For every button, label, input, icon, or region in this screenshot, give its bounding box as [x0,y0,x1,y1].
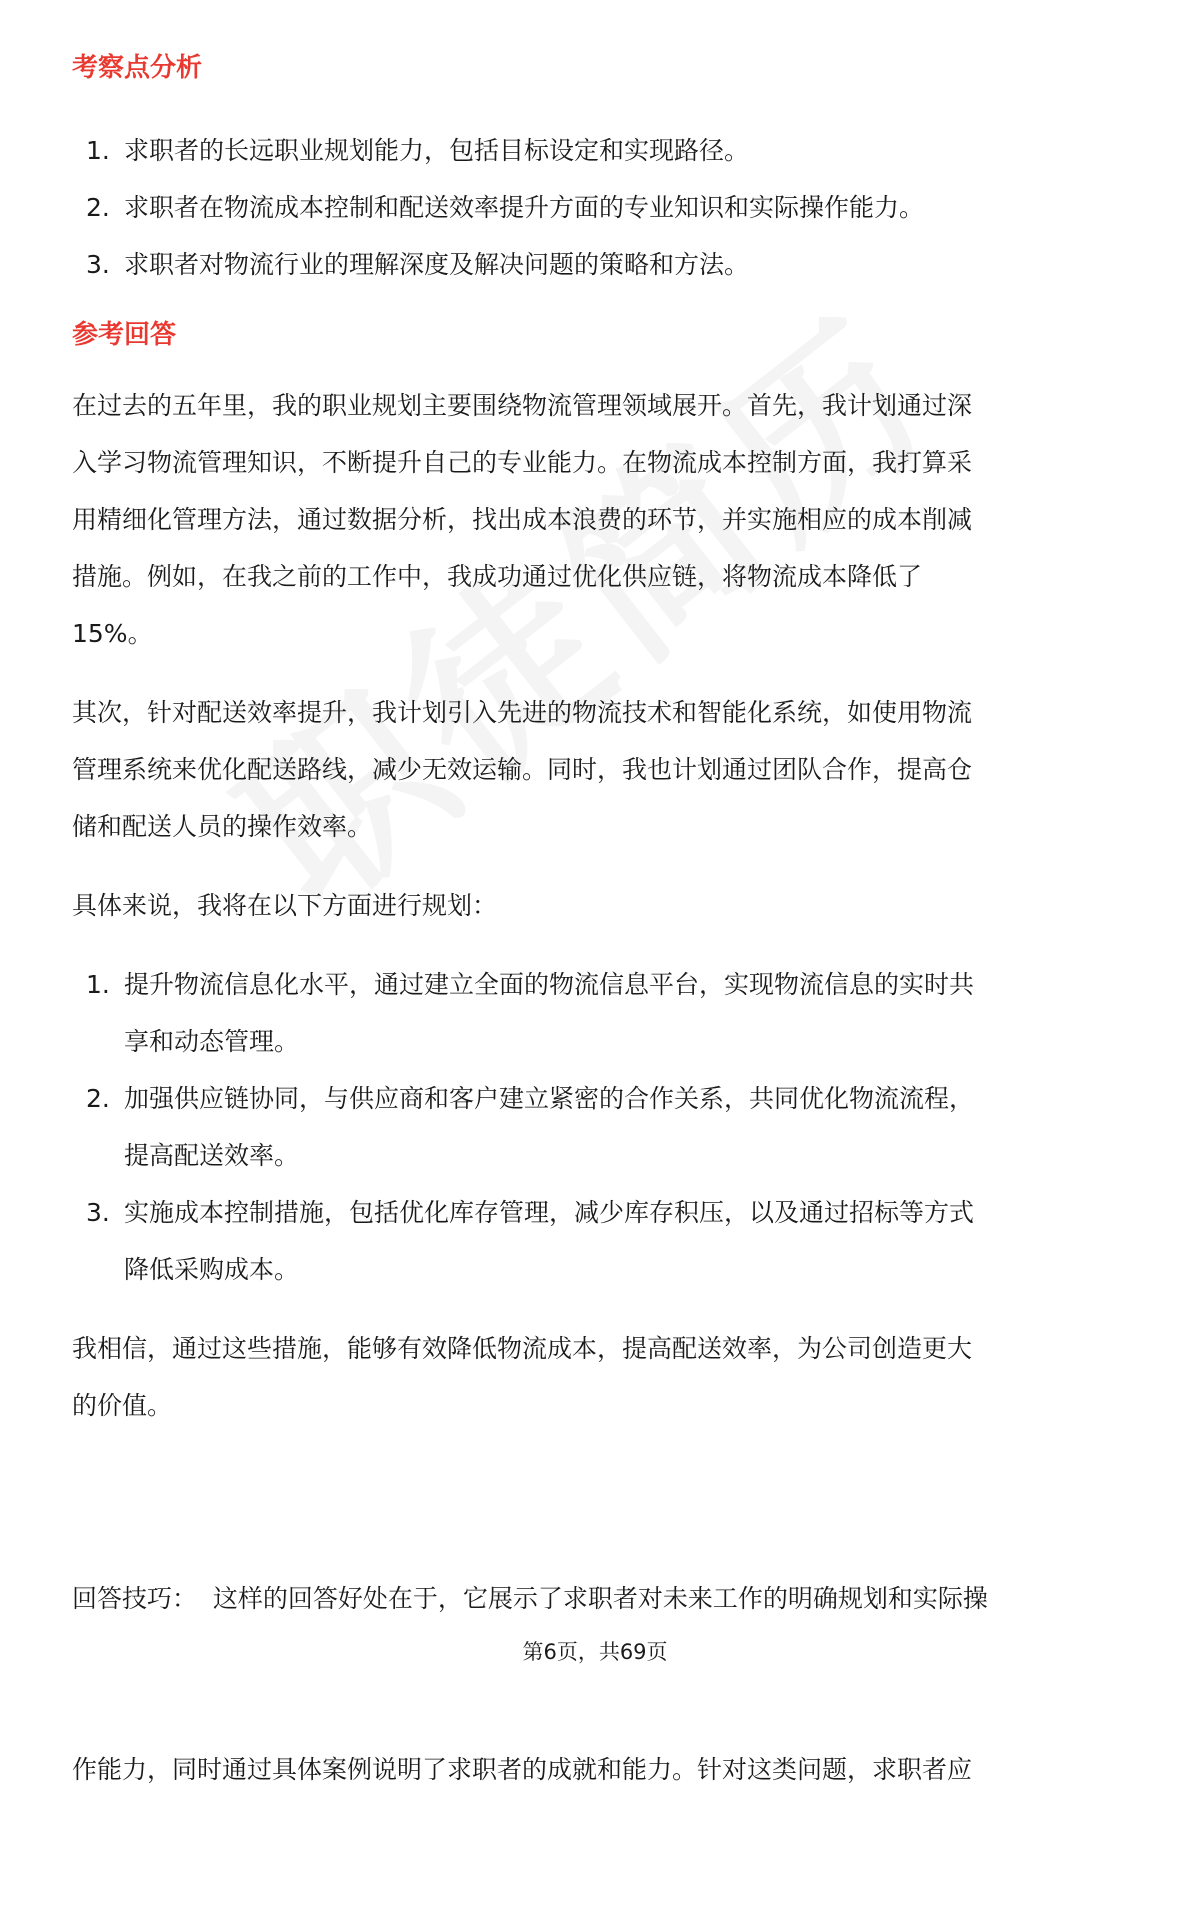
list-text-line: 提升物流信息化水平，通过建立全面的物流信息平台，实现物流信息的实时共 [124,970,975,999]
list-text: 求职者对物流行业的理解深度及解决问题的策略和方法。 [124,250,750,279]
analysis-list [72,122,1122,293]
paragraph-4 [72,1320,1122,1434]
list-number: 1. [86,136,110,165]
list-number: 2. [86,1084,110,1113]
list-number: 1. [86,970,110,999]
text-line: 其次，针对配送效率提升，我计划引入先进的物流技术和智能化系统，如使用物流 [72,698,973,727]
list-number: 3. [86,250,110,279]
list-text: 求职者在物流成本控制和配送效率提升方面的专业知识和实际操作能力。 [124,193,925,222]
list-item [72,122,1122,179]
text-line: 的价值。 [72,1391,173,1420]
paragraph-5 [72,1456,1122,1912]
list-item [72,1184,1122,1298]
text-line: 作能力，同时通过具体案例说明了求职者的成就和能力。针对这类问题，求职者应 [72,1755,973,1784]
analysis-heading: 考察点分析 [72,53,203,83]
list-text-line: 实施成本控制措施，包括优化库存管理，减少库存积压，以及通过招标等方式 [124,1198,975,1227]
list-number: 3. [86,1198,110,1227]
paragraph-2 [72,684,1122,855]
text-line: 回答技巧： 这样的回答好处在于，它展示了求职者对未来工作的明确规划和实际操 [72,1584,988,1613]
list-text-line: 加强供应链协同，与供应商和客户建立紧密的合作关系，共同优化物流流程， [124,1084,975,1113]
list-text-line: 降低采购成本。 [124,1255,300,1284]
list-text: 求职者的长远职业规划能力，包括目标设定和实现路径。 [124,136,750,165]
text-line: 储和配送人员的操作效率。 [72,812,373,841]
paragraph-1 [72,377,1122,662]
answer-heading: 参考回答 [72,320,177,350]
list-text-line: 提高配送效率。 [124,1141,300,1170]
list-number: 2. [86,193,110,222]
page-content [72,48,1122,1912]
text-line: 用精细化管理方法，通过数据分析，找出成本浪费的环节，并实施相应的成本削减 [72,505,973,534]
text-line: 15%。 [72,619,153,648]
text-line: 我相信，通过这些措施，能够有效降低物流成本，提高配送效率，为公司创造更大 [72,1334,973,1363]
text-line: 措施。例如，在我之前的工作中，我成功通过优化供应链，将物流成本降低了 [72,562,923,591]
list-item [72,956,1122,1070]
list-item [72,179,1122,236]
list-item [72,236,1122,293]
text-line: 管理系统来优化配送路线，减少无效运输。同时，我也计划通过团队合作，提高仓 [72,755,973,784]
text-line: 在过去的五年里，我的职业规划主要围绕物流管理领域展开。首先，我计划通过深 [72,391,973,420]
page-footer: 第6页，共69页 [522,1640,668,1664]
plan-list [72,956,1122,1298]
paragraph-3: 具体来说，我将在以下方面进行规划： [72,891,498,920]
list-item [72,1070,1122,1184]
list-text-line: 享和动态管理。 [124,1027,300,1056]
text-line: 入学习物流管理知识，不断提升自己的专业能力。在物流成本控制方面，我打算采 [72,448,973,477]
